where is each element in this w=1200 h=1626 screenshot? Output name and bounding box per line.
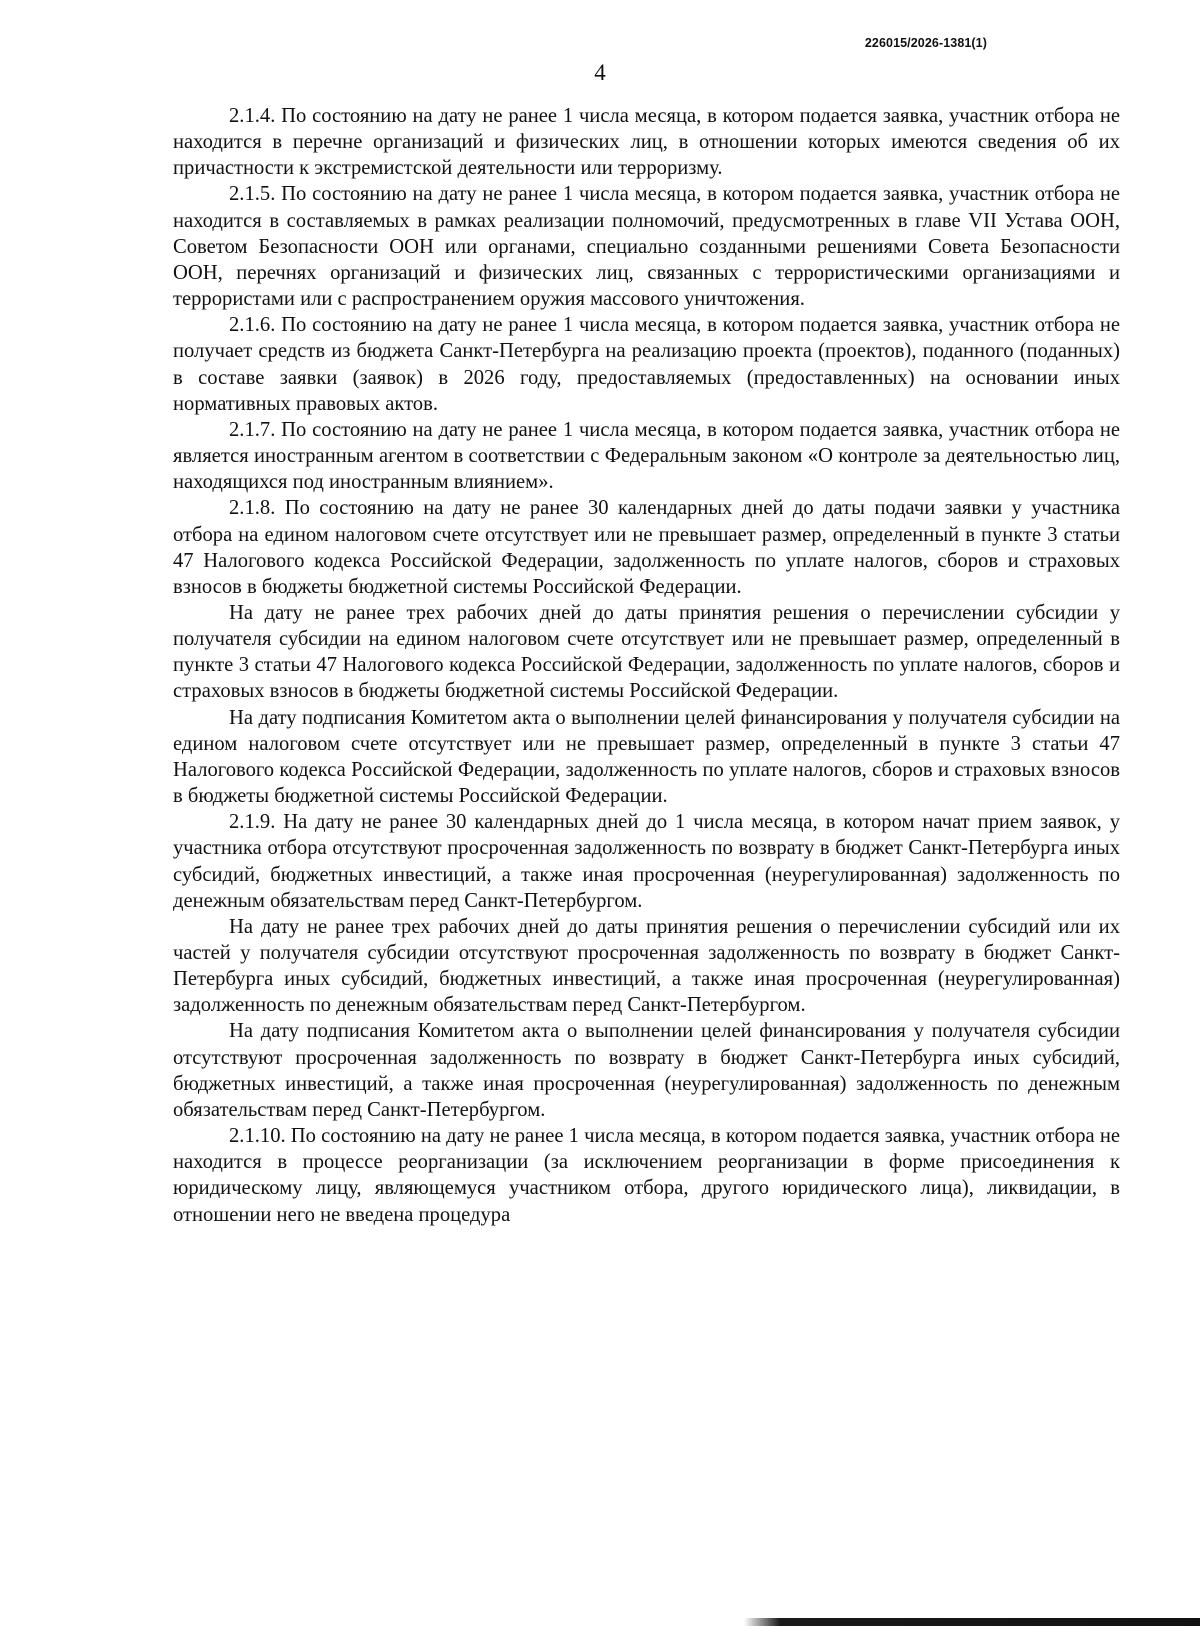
paragraph-2-1-9-act-date: На дату подписания Комитетом акта о выполнении целей финансирования у получателя субсидии отсутствуют просроченная задолженность по возврату в бюджет Санкт-Петербурга иных субсидий, бюджетных инвестиций, а также иная просроченная (неурегулированная) задолженность по денежным обязательствам перед Санкт-Петербургом. [173, 1020, 1120, 1121]
page-number: 4 [594, 60, 606, 85]
paragraph-2-1-8-decision-date: На дату не ранее трех рабочих дней до даты принятия решения о перечислении субсидии у получателя субсидии на едином налоговом счете отсутствует или не превышает размер, определенный в пункте 3 статьи 47 Налогового кодекса Российской Федерации, задолженность по уплате налогов, сборов и страховых взносов в бюджеты бюджетной системы Российской Федерации. [173, 601, 1120, 703]
document-id: 226015/2026-1381(1) [864, 36, 987, 50]
paragraph-2-1-4: 2.1.4. По состоянию на дату не ранее 1 числа месяца, в котором подается заявка, участник отбора не находится в перечне организаций и физических лиц, в отношении которых имеются сведения об их причастности к экстремистской деятельности или терроризму. [173, 105, 1120, 180]
paragraph-2-1-9-decision-date: На дату не ранее трех рабочих дней до даты принятия решения о перечислении субсидий или их частей у получателя субсидии отсутствуют просроченная задолженность по возврату в бюджет Санкт-Петербурга иных субсидий, бюджетных инвестиций, а также иная просроченная (неурегулированная) задолженность по денежным обязательствам перед Санкт-Петербургом. [173, 915, 1120, 1017]
scan-edge-shadow [0, 1618, 1200, 1626]
paragraph-2-1-10: 2.1.10. По состоянию на дату не ранее 1 числа месяца, в котором подается заявка, участник отбора не находится в процессе реорганизации (за исключением реорганизации в форме присоединения к юридическому лицу, являющемуся участником отбора, другого юридического лица), ликвидации, в отношении него не введена процедура [173, 1125, 1120, 1226]
paragraph-2-1-8: 2.1.8. По состоянию на дату не ранее 30 календарных дней до даты подачи заявки у участника отбора на едином налоговом счете отсутствует или не превышает размер, определенный в пункте 3 статьи 47 Налогового кодекса Российской Федерации, задолженность по уплате налогов, сборов и страховых взносов в бюджеты бюджетной системы Российской Федерации. [173, 497, 1120, 598]
paragraph-2-1-6: 2.1.6. По состоянию на дату не ранее 1 числа месяца, в котором подается заявка, участник отбора не получает средств из бюджета Санкт-Петербурга на реализацию проекта (проектов), поданного (поданных) в составе заявки (заявок) в 2026 году, предоставляемых (предоставленных) на основании иных нормативных правовых актов. [173, 314, 1120, 415]
document-body [173, 103, 1120, 1228]
paragraph-2-1-5: 2.1.5. По состоянию на дату не ранее 1 числа месяца, в котором подается заявка, участник отбора не находится в составляемых в рамках реализации полномочий, предусмотренных в главе VII Устава ООН, Советом Безопасности ООН или органами, специально созданными решениями Совета Безопасности ООН, перечнях организаций и физических лиц, связанных с террористическими организациями и террористами или с распространением оружия массового уничтожения. [173, 183, 1120, 311]
paragraph-2-1-8-act-date: На дату подписания Комитетом акта о выполнении целей финансирования у получателя субсидии на едином налоговом счете отсутствует или не превышает размер, определенный в пункте 3 статьи 47 Налогового кодекса Российской Федерации, задолженность по уплате налогов, сборов и страховых взносов в бюджеты бюджетной системы Российской Федерации. [173, 706, 1120, 808]
paragraph-2-1-7: 2.1.7. По состоянию на дату не ранее 1 числа месяца, в котором подается заявка, участник отбора не является иностранным агентом в соответствии с Федеральным законом «О контроле за деятельностью лиц, находящихся под иностранным влиянием». [173, 418, 1120, 494]
paragraph-2-1-9: 2.1.9. На дату не ранее 30 календарных дней до 1 числа месяца, в котором начат прием заявок, у участника отбора отсутствуют просроченная задолженность по возврату в бюджет Санкт-Петербурга иных субсидий, бюджетных инвестиций, а также иная просроченная (неурегулированная) задолженность по денежным обязательствам перед Санкт-Петербургом. [173, 811, 1120, 912]
